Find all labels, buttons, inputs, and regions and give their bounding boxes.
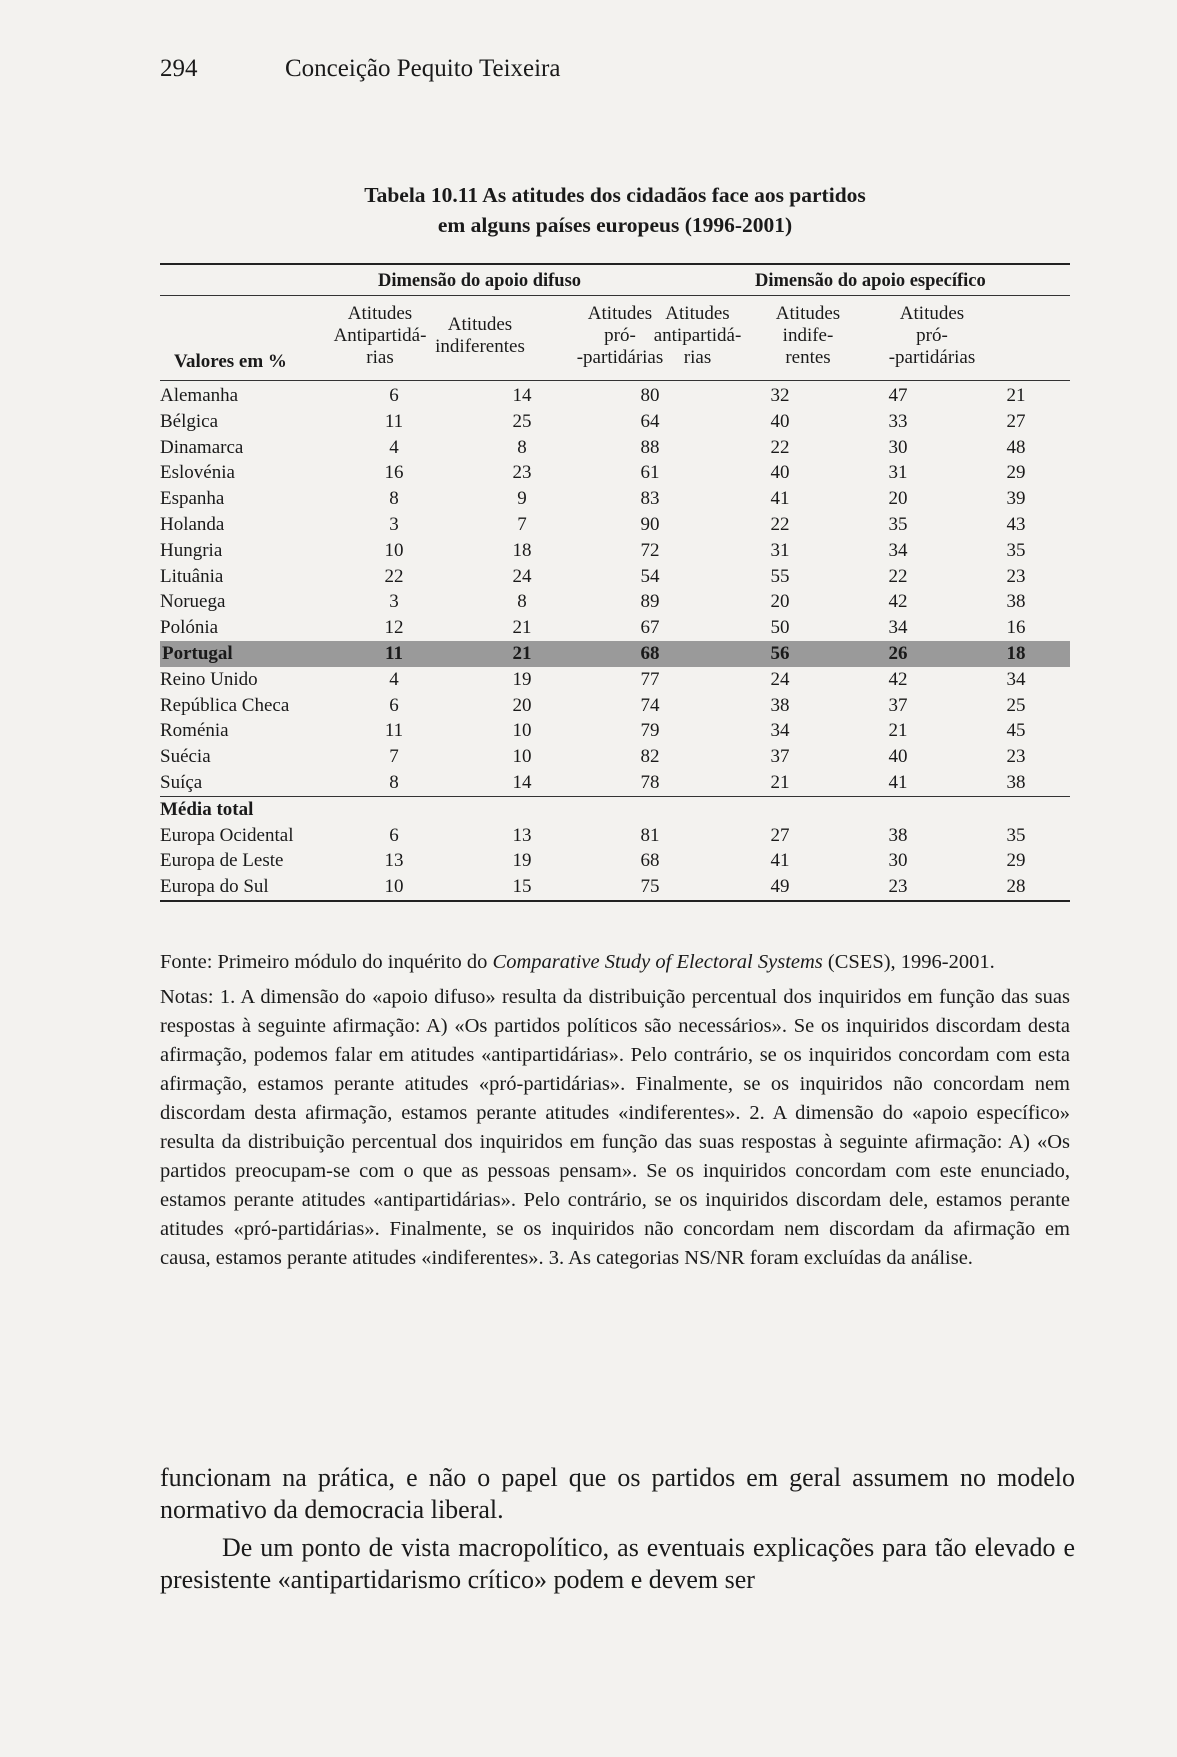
table-cell: 89 [640,591,660,613]
row-label: Lituânia [160,565,224,587]
table-cell: 14 [512,771,532,793]
table-cell: 8 [517,436,527,458]
table-cell: 22 [384,565,404,587]
group-header-diffuse: Dimensão do apoio difuso [378,271,582,291]
table-cell: 11 [385,642,403,664]
table-cell: 56 [770,642,790,664]
table-footnotes: Notas: 1. A dimensão do «apoio difuso» resulta da distribuição percentual dos inquiridos em função das suas respostas à seguinte afirmação: A) «Os partidos políticos são necessários». Se os inquiridos discordam desta afirmação, podemos falar em atitudes «antipartidárias». Pelo contrário, se os inquiridos concordam com esta afirmação, estamos perante atitudes «pró-partidárias». Finalmente, se os inquiridos não concordam nem discordam desta afirmação, estamos perante atitudes «indiferentes». 2. A dimensão do «apoio específico» resulta da distribuição percentual dos inquiridos em função das suas respostas à seguinte afirmação: A) «Os partidos preocupam-se com o que as pessoas pensam». Se os inquiridos concordam com este enunciado, estamos perante atitudes «antipartidárias». Pelo contrário, se os inquiridos discordam dele, estamos perante atitudes «pró-partidárias». Finalmente, se os inquiridos não concordam nem discordam da afirmação em causa, estamos perante atitudes «indiferentes». 3. As categorias NS/NR foram excluídas da análise. [160,986,1070,1269]
table-cell: 61 [640,462,660,484]
table-cell: 14 [512,385,532,406]
table-cell: 29 [1006,462,1026,484]
table-cell: 23 [512,462,532,484]
table-cell: 64 [640,410,660,432]
table-cell: 10 [512,720,532,742]
table-cell: 21 [770,771,790,793]
group-header-specific: Dimensão do apoio específico [755,271,986,291]
table-row [160,564,1070,590]
body-paragraph: De um ponto de vista macropolítico, as eventuais explicações para tão elevado e presistente «antipartidarismo crítico» podem e devem ser [160,1533,1075,1594]
table-cell: 24 [512,565,532,587]
table-cell: 10 [512,746,532,768]
table-cell: 35 [1006,539,1026,561]
row-label: Espanha [160,488,225,510]
table-cell: 79 [640,720,660,742]
column-header-diffuse-anti: Atitudes Antipartidá- rias [333,303,427,368]
summary-label: Média total [160,798,254,820]
table-row [160,744,1070,770]
table-cell: 27 [770,824,790,846]
table-group-header-row [160,265,1070,295]
table-cell: 68 [640,850,660,872]
table-row [160,486,1070,512]
table-cell: 3 [389,513,399,535]
row-label: Noruega [160,591,226,613]
table-cell: 72 [640,539,660,561]
table-cell: 31 [770,539,790,561]
table-cell: 4 [389,436,399,458]
table-cell: 38 [1006,771,1026,793]
table-caption-line1: Tabela 10.11 As atitudes dos cidadãos face aos partidos [364,183,866,207]
table-cell: 18 [512,539,532,561]
table-cell: 21 [888,720,908,742]
table-cell: 28 [1006,876,1026,898]
table-cell: 20 [888,488,908,510]
row-label: Hungria [160,539,223,561]
table-cell: 34 [770,720,790,742]
running-header [160,55,560,83]
table-cell: 38 [1006,591,1026,613]
table-row [160,770,1070,796]
table-cell: 23 [1006,746,1026,768]
table-cell: 30 [888,850,908,872]
table-cell: 13 [384,850,404,872]
table-cell: 21 [512,642,532,664]
table-cell: 12 [384,617,404,639]
table-cell: 83 [640,488,660,510]
table-cell: 39 [1006,488,1026,510]
table-cell: 9 [517,488,527,510]
row-label-header: Valores em % [174,351,287,372]
table-cell: 40 [888,746,908,768]
table-cell: 81 [640,824,660,846]
table-cell: 29 [1006,850,1026,872]
table-cell: 24 [770,668,790,690]
table-cell: 42 [888,591,908,613]
table-cell: 11 [384,720,404,742]
table-cell: 31 [888,462,908,484]
table-row-highlighted [160,641,1070,667]
table-cell: 19 [512,850,532,872]
row-label: Polónia [160,617,219,639]
table-cell: 41 [888,771,908,793]
table-cell: 8 [517,591,527,613]
table-cell: 34 [888,539,908,561]
row-label: Holanda [160,513,225,535]
table-row [160,667,1070,693]
table-cell: 6 [389,824,399,846]
summary-label-row [160,797,1070,823]
page-number: 294 [160,55,198,82]
table-cell: 32 [770,385,790,406]
table-cell: 8 [389,771,399,793]
row-label: Suíça [160,771,203,793]
table-cell: 20 [512,694,532,716]
table-row [160,460,1070,486]
table-cell: 21 [512,617,532,639]
table-cell: 18 [1006,642,1026,664]
table-cell: 33 [888,410,908,432]
data-table [160,263,1070,902]
table-cell: 26 [888,642,908,664]
table-cell: 25 [1006,694,1026,716]
table-row [160,615,1070,641]
table-caption-line2: em alguns países europeus (1996-2001) [437,213,793,237]
table-source: Fonte: Primeiro módulo do inquérito do Comparative Study of Electoral Systems (CSES), 1996-2001. [160,951,995,973]
table-cell: 6 [389,385,399,406]
table-cell: 8 [389,488,399,510]
table-cell: 22 [770,513,790,535]
table-cell: 22 [770,436,790,458]
table-row [160,512,1070,538]
table-cell: 38 [770,694,790,716]
table-cell: 11 [384,410,404,432]
table-cell: 10 [384,876,404,898]
table-row [160,409,1070,435]
table-cell: 16 [1006,617,1026,639]
column-header-specific-pro: Atitudes pró- -partidárias [888,303,976,368]
summary-row [160,823,1070,849]
column-header-diffuse-pro: Atitudes pró- -partidárias [576,303,664,368]
row-label: Bélgica [160,410,219,432]
table-cell: 19 [512,668,532,690]
table-cell: 90 [640,513,660,535]
table-row [160,589,1070,615]
row-label: Dinamarca [160,436,244,458]
table-notes [160,948,1070,1279]
table-cell: 48 [1006,436,1026,458]
table-cell: 54 [640,565,660,587]
table-cell: 13 [512,824,532,846]
table-cell: 34 [1006,668,1026,690]
table-body [160,383,1070,796]
row-label: Europa de Leste [160,850,284,872]
table-cell: 42 [888,668,908,690]
table-cell: 35 [888,513,908,535]
table-row [160,718,1070,744]
table-cell: 49 [770,876,790,898]
table-cell: 45 [1006,720,1026,742]
table-cell: 16 [384,462,404,484]
row-label: Alemanha [160,385,239,406]
summary-row [160,874,1070,900]
table-cell: 23 [888,876,908,898]
table-cell: 35 [1006,824,1026,846]
table-cell: 30 [888,436,908,458]
row-label: Europa Ocidental [160,824,294,846]
table-cell: 27 [1006,410,1026,432]
table-cell: 77 [640,668,660,690]
table-cell: 6 [389,694,399,716]
column-header-specific-anti: Atitudes antipartidá- rias [653,303,742,368]
table-cell: 20 [770,591,790,613]
table-cell: 37 [888,694,908,716]
table-cell: 25 [512,410,532,432]
table-cell: 41 [770,850,790,872]
table-cell: 55 [770,565,790,587]
summary-row [160,848,1070,874]
table-cell: 21 [1006,385,1026,406]
row-label: República Checa [160,694,290,716]
column-header-specific-indifferent: Atitudes indife- rentes [775,303,841,368]
table-cell: 88 [640,436,660,458]
table-row [160,693,1070,719]
table-caption [160,180,1070,240]
table-cell: 3 [389,591,399,613]
row-label: Suécia [160,746,211,768]
table-cell: 47 [888,385,908,406]
row-label: Reino Unido [160,668,258,690]
table-cell: 74 [640,694,660,716]
row-label: Roménia [160,720,229,742]
table-cell: 41 [770,488,790,510]
table-column-header-row [160,296,1070,380]
table-cell: 34 [888,617,908,639]
table-cell: 38 [888,824,908,846]
table-cell: 67 [640,617,660,639]
table-row [160,383,1070,409]
table-cell: 10 [384,539,404,561]
table-cell: 40 [770,410,790,432]
row-label: Europa do Sul [160,876,269,898]
table-cell: 75 [640,876,660,898]
table-cell: 78 [640,771,660,793]
table-cell: 22 [888,565,908,587]
table-cell: 7 [517,513,527,535]
table-cell: 68 [640,642,660,664]
table-cell: 15 [512,876,532,898]
row-label: Portugal [162,642,233,664]
table-bottom-rule [160,900,1070,902]
table-cell: 82 [640,746,660,768]
table-cell: 4 [389,668,399,690]
table-cell: 7 [389,746,399,768]
running-header-author: Conceição Pequito Teixeira [285,55,561,82]
table-cell: 37 [770,746,790,768]
table-row [160,435,1070,461]
table-cell: 50 [770,617,790,639]
table-cell: 43 [1006,513,1026,535]
table-cell: 40 [770,462,790,484]
table-row [160,538,1070,564]
table-cell: 23 [1006,565,1026,587]
body-paragraph: funcionam na prática, e não o papel que os partidos em geral assumem no modelo normativo da democracia liberal. [160,1463,1075,1524]
table-cell: 80 [640,385,660,406]
column-header-diffuse-indifferent: Atitudes indiferentes [435,314,525,357]
body-text [160,1462,1075,1602]
row-label: Eslovénia [160,462,235,484]
